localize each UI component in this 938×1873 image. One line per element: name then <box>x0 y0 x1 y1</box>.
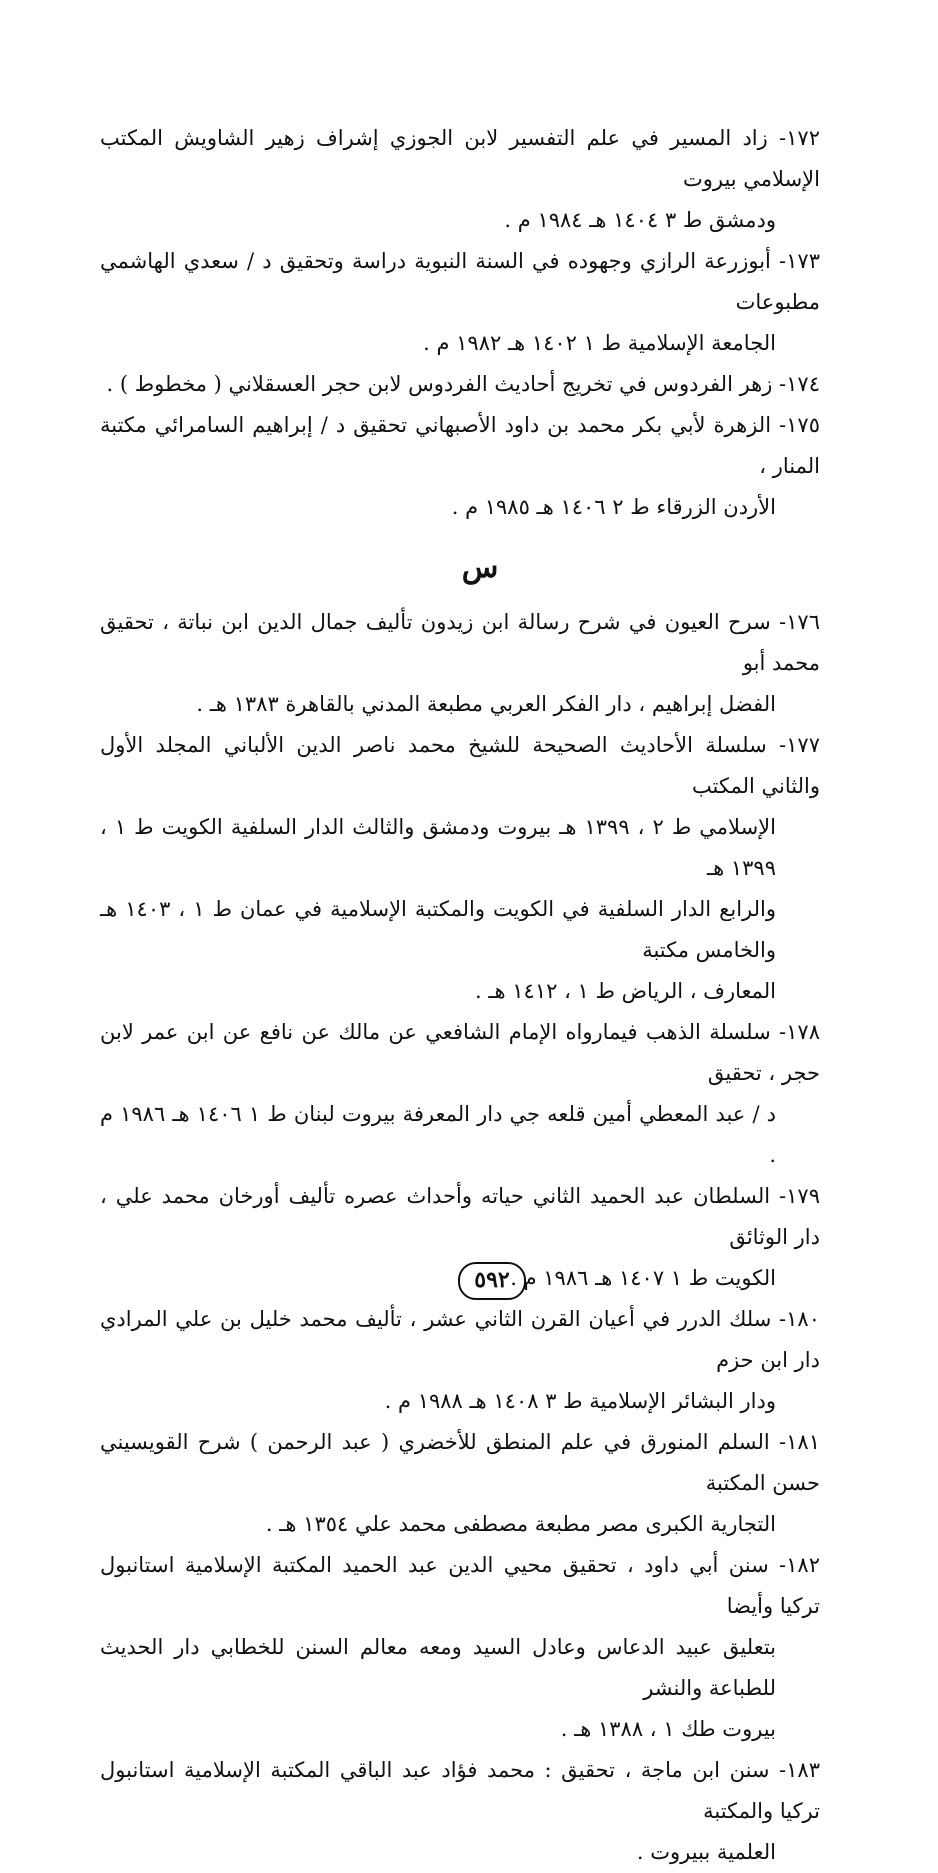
bibliography-entry-183 <box>100 1750 820 1873</box>
entry-line: بتعليق عبيد الدعاس وعادل السيد ومعه معالم السنن للخطابي دار الحديث للطباعة والنشر <box>100 1635 776 1700</box>
entry-line: ١٧٩- السلطان عبد الحميد الثاني حياته وأحداث عصره تأليف أورخان محمد علي ، دار الوثائق <box>100 1184 820 1249</box>
entry-line: الجامعة الإسلامية ط ١ ١٤٠٢ هـ ١٩٨٢ م . <box>423 331 776 355</box>
entry-line: ١٧٦- سرح العيون في شرح رسالة ابن زيدون تأليف جمال الدين ابن نباتة ، تحقيق محمد أبو <box>100 610 820 675</box>
entry-line: ١٨٣- سنن ابن ماجة ، تحقيق : محمد فؤاد عبد الباقي المكتبة الإسلامية استانبول تركيا والمكتبة <box>100 1758 820 1823</box>
entry-line: ١٧٧- سلسلة الأحاديث الصحيحة للشيخ محمد ناصر الدين الألباني المجلد الأول والثاني المكتب <box>100 733 820 798</box>
entry-line: بيروت طك ١ ، ١٣٨٨ هـ . <box>560 1717 776 1741</box>
entry-line: ودار البشائر الإسلامية ط ٣ ١٤٠٨ هـ ١٩٨٨ م . <box>384 1389 776 1413</box>
bibliography-entry-180 <box>100 1299 820 1422</box>
page-number-footer <box>0 1262 938 1300</box>
entry-line: الأردن الزرقاء ط ٢ ١٤٠٦ هـ ١٩٨٥ م . <box>451 495 776 519</box>
entry-line: ودمشق ط ٣ ١٤٠٤ هـ ١٩٨٤ م . <box>504 208 776 232</box>
entry-line: ١٧٤- زهر الفردوس في تخريج أحاديث الفردوس لابن حجر العسقلاني ( مخطوط ) . <box>106 372 820 396</box>
bibliography-entry-176 <box>100 602 820 725</box>
bibliography-list <box>100 118 820 1873</box>
bibliography-entry-178 <box>100 1012 820 1176</box>
entry-line: العلمية ببيروت . <box>636 1840 776 1864</box>
entry-line: ١٧٢- زاد المسير في علم التفسير لابن الجوزي إشراف زهير الشاويش المكتب الإسلامي بيروت <box>100 126 820 191</box>
bibliography-entry-177 <box>100 725 820 1012</box>
entry-line: الإسلامي ط ٢ ، ١٣٩٩ هـ بيروت ودمشق والثالث الدار السلفية الكويت ط ١ ، ١٣٩٩ هـ <box>100 815 776 880</box>
entry-line: الكويت ط ١ ١٤٠٧ هـ ١٩٨٦ م . <box>510 1266 776 1290</box>
entry-line: والرابع الدار السلفية في الكويت والمكتبة الإسلامية في عمان ط ١ ، ١٤٠٣ هـ والخامس مكتبة <box>100 897 776 962</box>
entry-line: ١٨١- السلم المنورق في علم المنطق للأخضري ( عبد الرحمن ) شرح القويسيني حسن المكتبة <box>100 1430 820 1495</box>
entry-line: ١٨٢- سنن أبي داود ، تحقيق محيي الدين عبد الحميد المكتبة الإسلامية استانبول تركيا وأيضا <box>100 1553 820 1618</box>
bibliography-entry-182 <box>100 1545 820 1750</box>
entry-line: ١٧٥- الزهرة لأبي بكر محمد بن داود الأصبهاني تحقيق د / إبراهيم السامرائي مكتبة المنار ، <box>100 413 820 478</box>
entry-line: الفضل إبراهيم ، دار الفكر العربي مطبعة المدني بالقاهرة ١٣٨٣ هـ . <box>196 692 776 716</box>
bibliography-entry-173 <box>100 241 820 364</box>
page-number: ٥٩٢ <box>458 1262 525 1300</box>
entry-line: ١٧٣- أبوزرعة الرازي وجهوده في السنة النبوية دراسة وتحقيق د / سعدي الهاشمي مطبوعات <box>100 249 820 314</box>
section-heading-letter: س <box>461 550 499 585</box>
bibliography-entry-175 <box>100 405 820 528</box>
bibliography-entry-174 <box>100 364 820 405</box>
entry-line: التجارية الكبرى مصر مطبعة مصطفى محمد علي ١٣٥٤ هـ . <box>265 1512 776 1536</box>
entry-line: ١٧٨- سلسلة الذهب فيمارواه الإمام الشافعي عن مالك عن نافع عن ابن عمر لابن حجر ، تحقيق <box>100 1020 820 1085</box>
entry-line: المعارف ، الرياض ط ١ ، ١٤١٢ هـ . <box>475 979 776 1003</box>
entry-line: ١٨٠- سلك الدرر في أعيان القرن الثاني عشر ، تأليف محمد خليل بن علي المرادي دار ابن حزم <box>100 1307 820 1372</box>
entry-line: د / عبد المعطي أمين قلعه جي دار المعرفة بيروت لبنان ط ١ ١٤٠٦ هـ ١٩٨٦ م . <box>100 1102 776 1167</box>
bibliography-entry-181 <box>100 1422 820 1545</box>
bibliography-entry-172 <box>100 118 820 241</box>
